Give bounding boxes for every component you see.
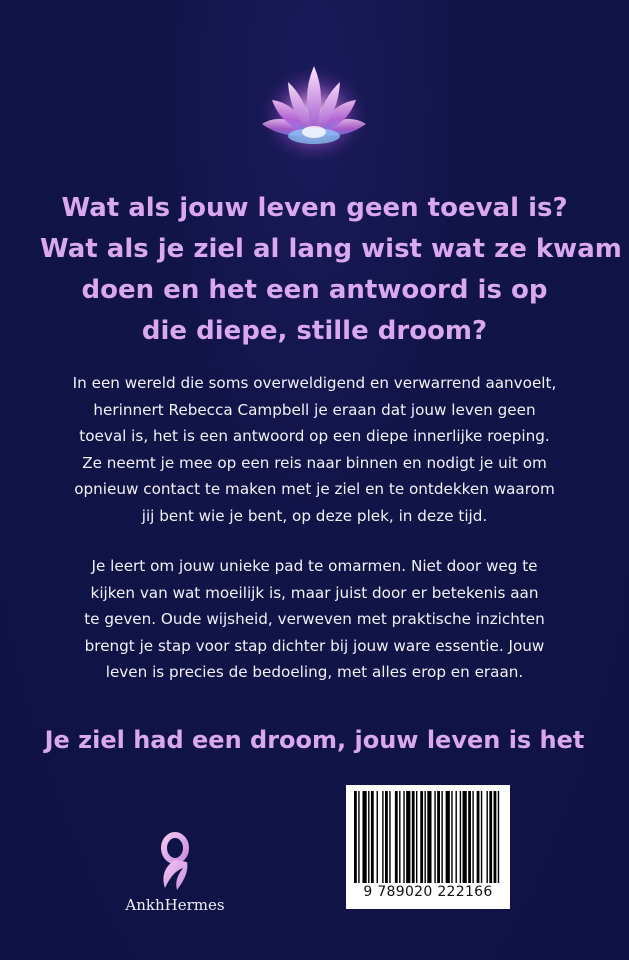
paragraph-line: te geven. Oude wijsheid, verweven met praktische inzichten xyxy=(84,610,545,629)
barcode-bar xyxy=(494,791,497,883)
paragraph-line: opnieuw contact te maken met je ziel en te ontdekken waarom xyxy=(74,480,555,499)
barcode-bar xyxy=(403,791,404,883)
barcode-bar xyxy=(412,791,415,883)
barcode-bar xyxy=(451,791,452,883)
headline-line: Wat als je ziel al lang wist wat ze kwam xyxy=(40,234,622,264)
barcode-bar xyxy=(441,791,442,883)
barcode-bar xyxy=(481,791,482,883)
description-paragraph-2 xyxy=(60,553,569,686)
headline xyxy=(40,188,622,352)
barcode-bar xyxy=(468,791,471,883)
barcode-bar xyxy=(385,791,388,883)
barcode xyxy=(346,785,510,909)
barcode-bar xyxy=(377,791,378,883)
barcode-bar xyxy=(354,791,357,883)
paragraph-line: leven is precies de bedoeling, met alles erop en eraan. xyxy=(105,663,524,682)
description-paragraph-1 xyxy=(60,370,569,530)
barcode-bar xyxy=(424,791,425,883)
barcode-bar xyxy=(406,791,410,883)
paragraph-line: jij bent wie je bent, op deze plek, in deze tijd. xyxy=(141,506,488,525)
barcode-bar xyxy=(368,791,369,883)
headline-line: die diepe, stille droom? xyxy=(141,316,488,346)
ankhhermes-logo-icon xyxy=(153,832,197,892)
barcode-bar xyxy=(446,791,450,883)
isbn-number: 9 789020 222166 xyxy=(363,884,493,900)
barcode-bar xyxy=(460,791,461,883)
tagline: Je ziel had een droom, jouw leven is het xyxy=(44,726,585,754)
barcode-bar xyxy=(489,791,492,883)
barcode-bar xyxy=(389,791,390,883)
barcode-bar xyxy=(416,791,417,883)
barcode-bar xyxy=(498,791,499,883)
publisher-mark xyxy=(120,832,230,914)
paragraph-line: Je leert om jouw unieke pad te omarmen. Niet door weg te xyxy=(91,557,538,575)
paragraph-line: In een wereld die soms overweldigend en verwarrend aanvoelt, xyxy=(72,374,557,392)
headline-line: Wat als jouw leven geen toeval is? xyxy=(61,193,568,223)
barcode-bars xyxy=(354,791,502,883)
barcode-bar xyxy=(472,791,473,883)
paragraph-line: Ze neemt je mee op een reis naar binnen en nodigt je uit om xyxy=(82,453,547,472)
barcode-bar xyxy=(399,791,400,883)
publisher-name: AnkhHermes xyxy=(125,896,225,914)
barcode-bar xyxy=(362,791,366,883)
barcode-bar xyxy=(420,791,423,883)
barcode-bar xyxy=(395,791,398,883)
barcode-bar xyxy=(486,791,487,883)
barcode-bar xyxy=(434,791,435,883)
paragraph-line: brengt je stap voor stap dichter bij jouw ware essentie. Jouw xyxy=(84,636,545,655)
paragraph-line: kijken van wat moeilijk is, maar juist door er betekenis aan xyxy=(90,583,539,602)
headline-line: doen en het een antwoord is op xyxy=(81,275,548,305)
barcode-bar xyxy=(427,791,431,883)
barcode-bar xyxy=(455,791,456,883)
barcode-bar xyxy=(382,791,383,883)
paragraph-line: toeval is, het is een antwoord op een diepe innerlijke roeping. xyxy=(79,427,550,446)
barcode-bar xyxy=(477,791,480,883)
lotus-flower-icon xyxy=(254,52,374,162)
barcode-bar xyxy=(437,791,440,883)
barcode-bar xyxy=(371,791,374,883)
paragraph-line: herinnert Rebecca Campbell je eraan dat jouw leven geen xyxy=(93,400,536,419)
barcode-bar xyxy=(463,791,467,883)
barcode-bar xyxy=(358,791,359,883)
